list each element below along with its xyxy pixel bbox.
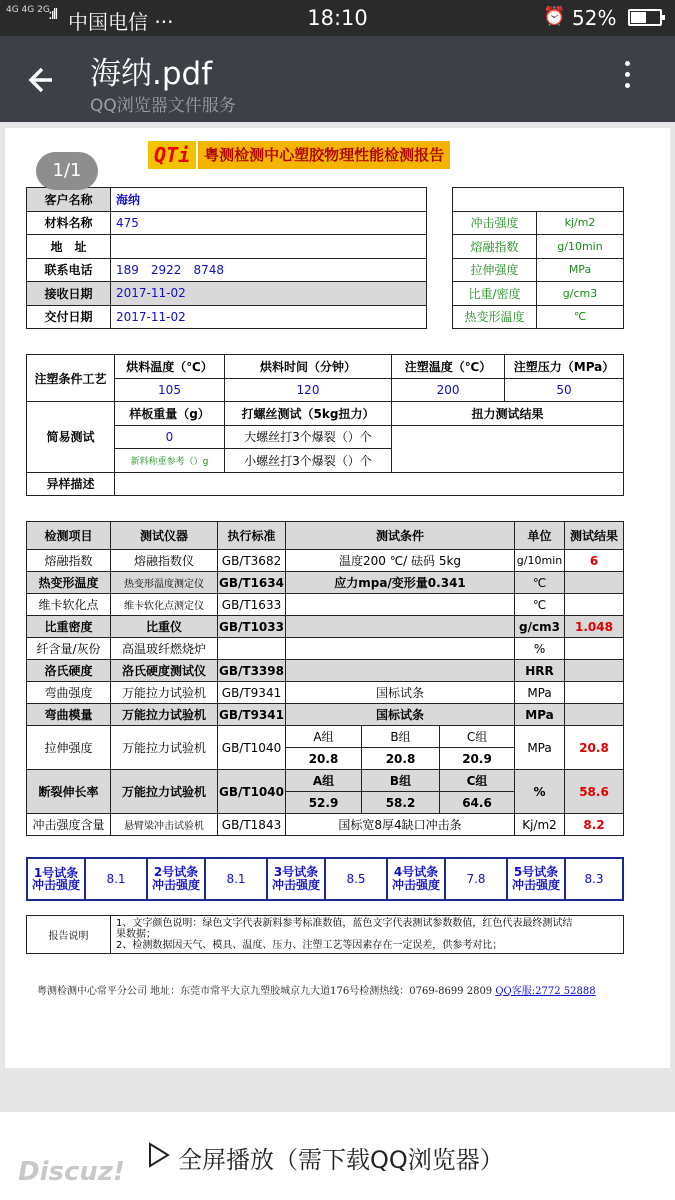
test-results-table xyxy=(26,521,624,836)
torque-label: 扭力测试结果 xyxy=(392,402,624,426)
test-unit: g/10min xyxy=(515,550,565,572)
h-cond: 测试条件 xyxy=(286,522,515,550)
test-std: GB/T1033 xyxy=(218,616,286,638)
impact-res: 8.2 xyxy=(565,814,624,836)
sample-label: 3号试条冲击强度 xyxy=(267,858,325,900)
test-cond: 应力mpa/变形量0.341 xyxy=(286,572,515,594)
play-label: 全屏播放（需下载QQ浏览器） xyxy=(178,1146,504,1174)
inject-h2: 烘料时间（分钟） xyxy=(225,355,392,379)
deliver-date: 2017-11-02 xyxy=(111,305,427,329)
test-item: 热变形温度 xyxy=(27,572,111,594)
elong-inst: 万能拉力试验机 xyxy=(111,770,218,814)
elong-res: 58.6 xyxy=(565,770,624,814)
group-c: C组 xyxy=(440,770,515,792)
impact-std: GB/T1843 xyxy=(218,814,286,836)
inject-v4: 50 xyxy=(505,378,624,402)
play-icon xyxy=(148,1142,170,1174)
test-res xyxy=(565,572,624,594)
test-unit: ℃ xyxy=(515,572,565,594)
test-std: GB/T9341 xyxy=(218,704,286,726)
test-cond: 温度200 ℃/ 砝码 5kg xyxy=(286,550,515,572)
unit-val: g/10min xyxy=(537,235,624,259)
tensile-unit: MPa xyxy=(515,726,565,770)
test-inst: 洛氏硬度测试仪 xyxy=(111,660,218,682)
unit-key: 冲击强度 xyxy=(453,211,537,235)
test-item: 比重密度 xyxy=(27,616,111,638)
notes-text xyxy=(111,916,624,954)
label: 联系电话 xyxy=(27,258,111,282)
label: 交付日期 xyxy=(27,305,111,329)
test-item: 纤含量/灰份 xyxy=(27,638,111,660)
sample-label: 4号试条冲击强度 xyxy=(387,858,445,900)
test-item: 熔融指数 xyxy=(27,550,111,572)
test-std: GB/T3398 xyxy=(218,660,286,682)
phone: 189 2922 8748 xyxy=(111,258,427,282)
note-line1: 1、文字颜色说明：绿色文字代表新料参考标准数值，蓝色文字代表测试参数数值，红色代表最终测试结 xyxy=(116,918,573,929)
test-res xyxy=(565,682,624,704)
test-inst: 热变形温度测定仪 xyxy=(111,572,218,594)
test-cond xyxy=(286,616,515,638)
abnormal-label: 异样描述 xyxy=(27,472,115,496)
test-inst: 高温玻纤燃烧炉 xyxy=(111,638,218,660)
battery-percent: 52% xyxy=(572,6,617,30)
elong-std: GB/T1040 xyxy=(218,770,286,814)
unit-val: kj/m2 xyxy=(537,211,624,235)
value-a: 20.8 xyxy=(286,748,362,770)
test-cond xyxy=(286,660,515,682)
note-line1b: 果数据； xyxy=(116,929,156,940)
battery-icon xyxy=(628,9,662,26)
test-item: 弯曲模量 xyxy=(27,704,111,726)
sample-impact-table xyxy=(26,857,624,901)
label: 接收日期 xyxy=(27,282,111,306)
footer-text: 粤测检测中心常平分公司 地址：东莞市常平大京九塑胶城京九大道176号检测热线：0769-8699 2809 xyxy=(37,986,496,997)
footer-link[interactable]: QQ客服:2772 52888 xyxy=(495,986,596,997)
group-a: A组 xyxy=(286,770,362,792)
carrier-name: 中国电信 ··· xyxy=(68,10,174,34)
screw-small: 小螺丝打3个爆裂（）个 xyxy=(225,449,392,473)
test-inst: 维卡软化点测定仪 xyxy=(111,594,218,616)
more-menu-icon[interactable] xyxy=(612,56,642,102)
sample-label: 2号试条冲击强度 xyxy=(147,858,205,900)
qti-logo: QTi xyxy=(148,141,196,169)
app-bar xyxy=(0,36,675,122)
sample-value: 8.1 xyxy=(85,858,147,900)
sample-value: 8.5 xyxy=(325,858,387,900)
test-cond xyxy=(286,638,515,660)
simple-label: 简易测试 xyxy=(27,402,115,473)
inject-h4: 注塑压力（MPa） xyxy=(505,355,624,379)
report-footer xyxy=(37,982,596,997)
test-inst: 万能拉力试验机 xyxy=(111,704,218,726)
label: 客户名称 xyxy=(27,188,111,212)
status-bar xyxy=(0,0,675,36)
receive-date: 2017-11-02 xyxy=(111,282,427,306)
test-inst: 万能拉力试验机 xyxy=(111,682,218,704)
test-unit: ℃ xyxy=(515,594,565,616)
test-std xyxy=(218,638,286,660)
test-cond: 国标试条 xyxy=(286,704,515,726)
h-unit: 单位 xyxy=(515,522,565,550)
inject-v2: 120 xyxy=(225,378,392,402)
discuz-watermark: Discuz! xyxy=(18,1157,125,1187)
h-item: 检测项目 xyxy=(27,522,111,550)
report-title: 粤测检测中心塑胶物理性能检测报告 xyxy=(198,141,450,169)
group-a: A组 xyxy=(286,726,362,748)
test-cond xyxy=(286,594,515,616)
simple-test-table xyxy=(26,401,624,496)
fullscreen-play-button[interactable] xyxy=(148,1140,512,1175)
inject-v3: 200 xyxy=(392,378,505,402)
injection-table xyxy=(26,354,624,402)
test-res xyxy=(565,638,624,660)
weight-label: 样板重量（g） xyxy=(115,402,225,426)
elong-item: 断裂伸长率 xyxy=(27,770,111,814)
h-std: 执行标准 xyxy=(218,522,286,550)
signal-bars-icon: :ıll xyxy=(48,7,57,23)
notes-label: 报告说明 xyxy=(27,916,111,954)
back-arrow-icon[interactable] xyxy=(22,58,66,102)
tensile-item: 拉伸强度 xyxy=(27,726,111,770)
page-indicator: 1/1 xyxy=(36,152,98,190)
alarm-icon: ⏰ xyxy=(543,6,566,27)
weight-value: 0 xyxy=(115,425,225,449)
impact-inst: 悬臂梁冲击试验机 xyxy=(111,814,218,836)
clock: 18:10 xyxy=(307,6,368,30)
unit-val: g/cm3 xyxy=(537,282,624,306)
test-unit: HRR xyxy=(515,660,565,682)
sample-value: 7.8 xyxy=(445,858,507,900)
test-res xyxy=(565,594,624,616)
test-item: 维卡软化点 xyxy=(27,594,111,616)
report-header xyxy=(148,140,450,170)
unit-key: 热变形温度 xyxy=(453,305,537,329)
label: 地 址 xyxy=(27,235,111,259)
test-inst: 熔融指数仪 xyxy=(111,550,218,572)
test-std: GB/T9341 xyxy=(218,682,286,704)
signal-type: 4G 4G 2G xyxy=(6,5,50,15)
note-line2: 2、检测数据因天气、模具、温度、压力、注塑工艺等因素存在一定误差，供参考对比； xyxy=(116,940,503,951)
test-unit: MPa xyxy=(515,682,565,704)
test-res xyxy=(565,660,624,682)
value-c: 64.6 xyxy=(440,792,515,814)
test-res: 1.048 xyxy=(565,616,624,638)
customer-name: 海纳 xyxy=(111,188,427,212)
customer-info-table xyxy=(26,187,427,329)
file-title: 海纳.pdf xyxy=(90,56,213,92)
sample-label: 5号试条冲击强度 xyxy=(507,858,565,900)
test-item: 弯曲强度 xyxy=(27,682,111,704)
inject-label: 注塑条件工艺 xyxy=(27,355,115,402)
tensile-res: 20.8 xyxy=(565,726,624,770)
test-res: 6 xyxy=(565,550,624,572)
test-cond: 国标试条 xyxy=(286,682,515,704)
units-table xyxy=(452,187,624,329)
label: 材料名称 xyxy=(27,211,111,235)
inject-h3: 注塑温度（℃） xyxy=(392,355,505,379)
value-b: 58.2 xyxy=(362,792,440,814)
test-std: GB/T3682 xyxy=(218,550,286,572)
unit-key: 熔融指数 xyxy=(453,235,537,259)
test-unit: % xyxy=(515,638,565,660)
test-item: 洛氏硬度 xyxy=(27,660,111,682)
screw-label: 打螺丝测试（5kg扭力） xyxy=(225,402,392,426)
unit-key: 比重/密度 xyxy=(453,282,537,306)
impact-unit: Kj/m2 xyxy=(515,814,565,836)
test-unit: g/cm3 xyxy=(515,616,565,638)
address xyxy=(111,235,427,259)
sample-value: 8.3 xyxy=(565,858,623,900)
screw-big: 大螺丝打3个爆裂（）个 xyxy=(225,425,392,449)
group-b: B组 xyxy=(362,726,440,748)
inject-v1: 105 xyxy=(115,378,225,402)
file-subtitle: QQ浏览器文件服务 xyxy=(90,96,236,116)
value-c: 20.9 xyxy=(440,748,515,770)
sample-value: 8.1 xyxy=(205,858,267,900)
unit-val: MPa xyxy=(537,258,624,282)
material-name: 475 xyxy=(111,211,427,235)
test-std: GB/T1634 xyxy=(218,572,286,594)
notes-table xyxy=(26,915,624,954)
weight-ref: 新料称重参考（）g xyxy=(115,449,225,473)
unit-key: 拉伸强度 xyxy=(453,258,537,282)
value-a: 52.9 xyxy=(286,792,362,814)
group-c: C组 xyxy=(440,726,515,748)
tensile-inst: 万能拉力试验机 xyxy=(111,726,218,770)
inject-h1: 烘料温度（℃） xyxy=(115,355,225,379)
group-b: B组 xyxy=(362,770,440,792)
h-inst: 测试仪器 xyxy=(111,522,218,550)
tensile-std: GB/T1040 xyxy=(218,726,286,770)
sample-label: 1号试条冲击强度 xyxy=(27,858,85,900)
test-unit: MPa xyxy=(515,704,565,726)
unit-val: ℃ xyxy=(537,305,624,329)
elong-unit: % xyxy=(515,770,565,814)
value-b: 20.8 xyxy=(362,748,440,770)
test-inst: 比重仪 xyxy=(111,616,218,638)
test-std: GB/T1633 xyxy=(218,594,286,616)
impact-cond: 国标宽8厚4缺口冲击条 xyxy=(286,814,515,836)
impact-item: 冲击强度含量 xyxy=(27,814,111,836)
test-res xyxy=(565,704,624,726)
h-res: 测试结果 xyxy=(565,522,624,550)
